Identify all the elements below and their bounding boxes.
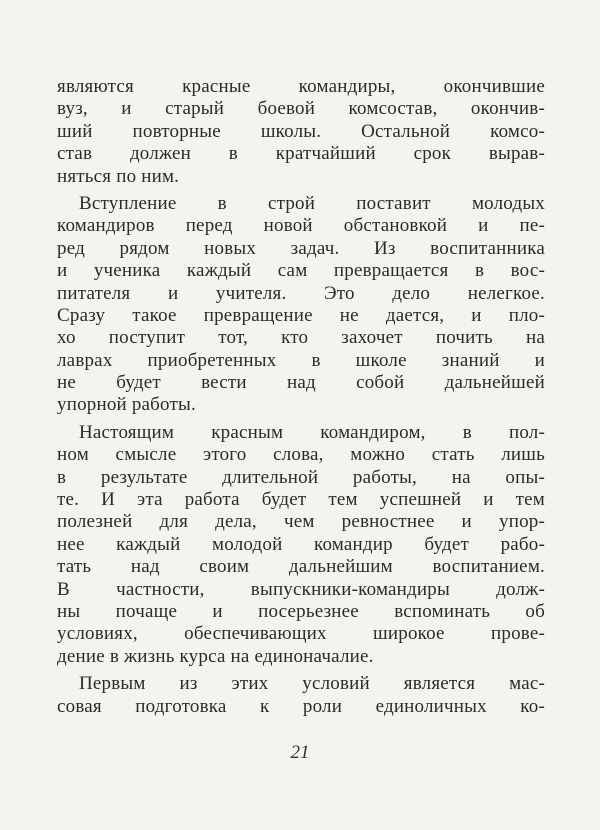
text-line: не будет вести над собой дальнейшей: [57, 372, 545, 394]
text-line: условиях, обеспечивающих широкое прове-: [57, 623, 545, 645]
paragraph: [57, 193, 545, 417]
text-line: полезней для дела, чем ревностнее и упор-: [57, 511, 545, 533]
text-line: няться по ним.: [57, 165, 180, 187]
text-line: став должен в кратчайший срок вырав-: [57, 143, 545, 165]
text-line: лаврах приобретенных в школе знаний и: [57, 349, 545, 371]
text-line: питателя и учителя. Это дело нелегкое.: [57, 282, 545, 304]
text-line: В частности, выпускники-командиры долж-: [57, 578, 545, 600]
text-line: тать над своим дальнейшим воспитанием.: [57, 556, 545, 578]
text-line: Первым из этих условий является мас-: [79, 673, 545, 695]
text-line: ном смысле этого слова, можно стать лишь: [57, 444, 545, 466]
page-body-text: [57, 76, 545, 718]
text-line: упорной работы.: [57, 394, 196, 416]
paragraph: [57, 422, 545, 668]
text-line: ны почаще и посерьезнее вспоминать об: [57, 600, 545, 622]
text-line: Вступление в строй поставит молодых: [79, 192, 545, 214]
text-line: хо поступит тот, кто захочет почить на: [57, 327, 545, 349]
text-line: в результате длительной работы, на опы-: [57, 466, 545, 488]
text-line: Сразу такое превращение не дается, и пло-: [57, 304, 545, 326]
text-line: ред рядом новых задач. Из воспитанника: [57, 237, 545, 259]
text-line: вуз, и старый боевой комсостав, окончив-: [57, 98, 545, 120]
text-line: дение в жизнь курса на единоначалие.: [57, 645, 374, 667]
text-line: являются красные командиры, окончившие: [57, 76, 545, 97]
text-line: командиров перед новой обстановкой и пе-: [57, 215, 545, 237]
text-line: Настоящим красным командиром, в пол-: [79, 421, 545, 443]
text-line: нее каждый молодой командир будет рабо-: [57, 533, 545, 555]
text-line: совая подготовка к роли единоличных ко-: [57, 695, 545, 717]
text-line: те. И эта работа будет тем успешней и тем: [57, 489, 545, 511]
text-line: и ученика каждый сам превращается в вос-: [57, 260, 545, 282]
text-line: ший повторные школы. Остальной комсо-: [57, 120, 545, 142]
page-number: 21: [290, 742, 310, 763]
paragraph: [57, 76, 545, 188]
paragraph: [57, 673, 545, 718]
